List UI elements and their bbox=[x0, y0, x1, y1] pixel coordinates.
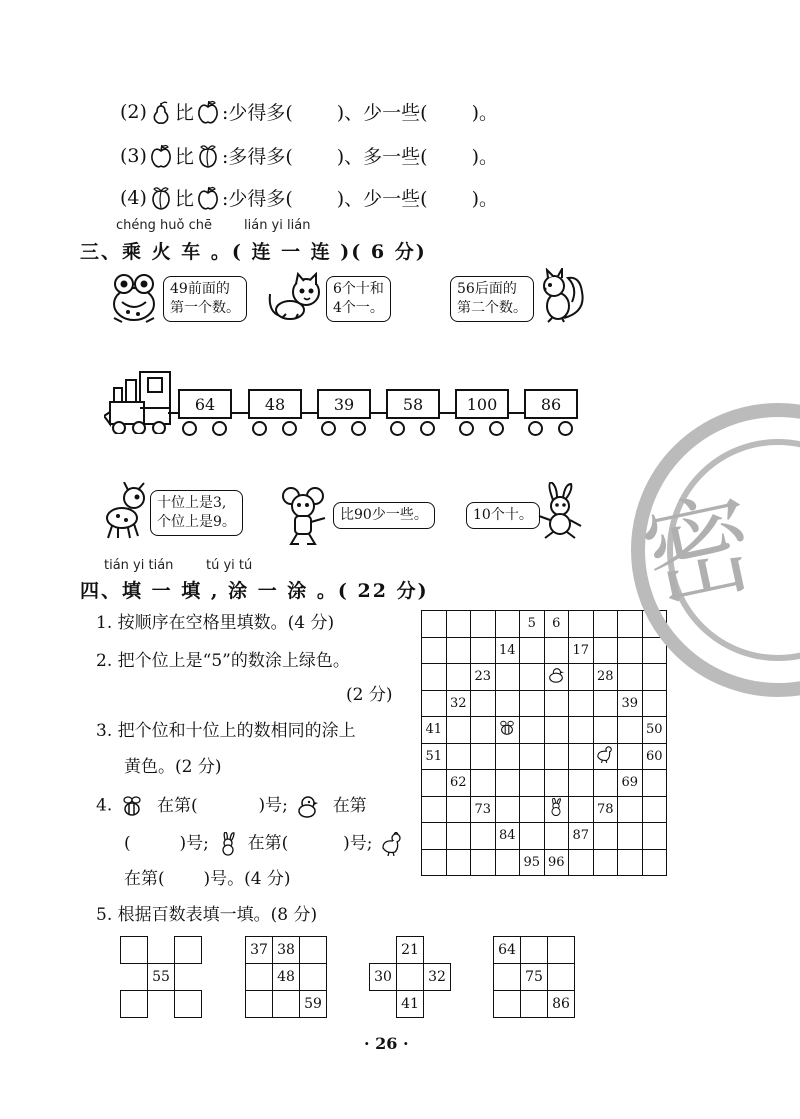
grid-cell bbox=[446, 823, 471, 850]
grid-cell: 39 bbox=[618, 690, 643, 717]
mouse-icon bbox=[277, 486, 333, 546]
small-grid bbox=[245, 936, 327, 1018]
small-grid-cell bbox=[148, 991, 175, 1018]
small-grid-cell: 48 bbox=[273, 964, 300, 991]
compare-bi: 比 bbox=[174, 188, 194, 210]
q4-line3 bbox=[124, 868, 291, 890]
compare-text3: )。 bbox=[471, 146, 499, 168]
car-wheel bbox=[390, 421, 405, 436]
car-wheel bbox=[351, 421, 366, 436]
grid-cell: 51 bbox=[422, 743, 447, 770]
grid-cell bbox=[446, 637, 471, 664]
car-wheel bbox=[282, 421, 297, 436]
compare-text2: )、多一些( bbox=[336, 146, 428, 168]
grid-cell bbox=[618, 849, 643, 876]
car-wheel bbox=[558, 421, 573, 436]
bubble-6-tens-4-ones: 6个十和 4个一。 bbox=[326, 276, 391, 322]
small-grid bbox=[369, 936, 451, 1018]
compare-line bbox=[120, 184, 498, 211]
small-grid-cell bbox=[300, 937, 327, 964]
train-car: 64 bbox=[178, 389, 232, 419]
compare-line bbox=[120, 98, 498, 125]
pinyin-tian-yi-tian: tián yi tián bbox=[104, 558, 174, 573]
grid-cell bbox=[544, 717, 569, 744]
pinyin-lian-yi-lian: lián yi lián bbox=[244, 218, 311, 233]
q3: 3. 把个位和十位上的数相同的涂上 bbox=[96, 721, 356, 741]
grid-cell bbox=[422, 637, 447, 664]
bubble-10-tens: 10个十。 bbox=[466, 502, 540, 529]
rabbit-icon bbox=[544, 796, 569, 823]
q4-line1 bbox=[96, 794, 367, 818]
small-grid-cell bbox=[121, 937, 148, 964]
bee-icon bbox=[495, 717, 520, 744]
grid-cell bbox=[618, 796, 643, 823]
apple-icon bbox=[197, 100, 219, 124]
bird-icon bbox=[544, 664, 569, 691]
small-grid-cell bbox=[424, 991, 451, 1018]
train-car: 86 bbox=[524, 389, 578, 419]
q2: 2. 把个位上是“5”的数涂上绿色。 bbox=[96, 651, 350, 671]
car-wheel bbox=[321, 421, 336, 436]
q4-text-e: ( bbox=[124, 833, 131, 854]
small-grid-cell bbox=[397, 964, 424, 991]
compare-text2: )、少一些( bbox=[336, 102, 428, 124]
grid-cell bbox=[520, 690, 545, 717]
small-grid-cell bbox=[148, 937, 175, 964]
rooster-icon bbox=[381, 832, 403, 856]
small-grid-cell bbox=[370, 937, 397, 964]
grid-cell: 73 bbox=[471, 796, 496, 823]
grid-cell bbox=[569, 690, 594, 717]
grid-cell bbox=[495, 770, 520, 797]
grid-cell bbox=[446, 849, 471, 876]
grid-cell bbox=[495, 690, 520, 717]
grid-cell: 32 bbox=[446, 690, 471, 717]
small-grid-cell bbox=[370, 991, 397, 1018]
apple-icon bbox=[197, 186, 219, 210]
q4-text-f: )号; bbox=[179, 833, 209, 854]
car-coupler bbox=[508, 412, 524, 414]
small-grid-cell: 55 bbox=[148, 964, 175, 991]
grid-cell bbox=[446, 664, 471, 691]
grid-cell bbox=[520, 664, 545, 691]
grid-cell bbox=[471, 637, 496, 664]
compare-text2: )、少一些( bbox=[336, 188, 428, 210]
grid-cell bbox=[471, 743, 496, 770]
small-grid-cell bbox=[273, 991, 300, 1018]
small-grid bbox=[493, 936, 575, 1018]
section3-title: 三、乘 火 车 。( 连 一 连 )( 6 分) bbox=[80, 241, 427, 263]
grid-cell bbox=[544, 690, 569, 717]
small-grid-cell: 21 bbox=[397, 937, 424, 964]
grid-cell bbox=[471, 849, 496, 876]
grid-cell bbox=[544, 637, 569, 664]
small-grid-cell bbox=[300, 964, 327, 991]
small-grid-cell bbox=[548, 964, 575, 991]
grid-cell: 62 bbox=[446, 770, 471, 797]
frog-icon bbox=[108, 270, 160, 324]
train-car: 100 bbox=[455, 389, 509, 419]
section4-title: 四、填 一 填 , 涂 一 涂 。( 22 分) bbox=[80, 580, 429, 602]
deer-icon bbox=[102, 482, 152, 540]
grid-cell bbox=[569, 743, 594, 770]
q5: 5. 根据百数表填一填。(8 分) bbox=[96, 905, 318, 925]
compare-num: (2) bbox=[120, 100, 147, 123]
q4-text-i: 在第( bbox=[124, 869, 165, 889]
compare-num: (4) bbox=[120, 186, 147, 209]
train-car: 48 bbox=[248, 389, 302, 419]
grid-cell bbox=[618, 823, 643, 850]
grid-cell bbox=[618, 743, 643, 770]
pear-icon bbox=[150, 100, 172, 124]
grid-cell: 23 bbox=[471, 664, 496, 691]
grid-cell bbox=[544, 743, 569, 770]
small-grid-cell bbox=[494, 991, 521, 1018]
grid-cell: 14 bbox=[495, 637, 520, 664]
train-car: 39 bbox=[317, 389, 371, 419]
page-number: · 26 · bbox=[364, 1034, 409, 1053]
grid-cell bbox=[422, 690, 447, 717]
compare-text1: :少得多( bbox=[221, 102, 293, 124]
small-grid-cell bbox=[521, 937, 548, 964]
q4-text-h: )号; bbox=[343, 833, 373, 854]
q4-text-j: )号。(4 分) bbox=[203, 869, 291, 889]
grid-cell: 87 bbox=[569, 823, 594, 850]
q1: 1. 按顺序在空格里填数。(4 分) bbox=[96, 613, 335, 633]
grid-cell bbox=[471, 611, 496, 638]
grid-cell bbox=[422, 664, 447, 691]
small-grid-cell bbox=[494, 964, 521, 991]
grid-cell: 5 bbox=[520, 611, 545, 638]
compare-line bbox=[120, 142, 498, 169]
grid-cell: 50 bbox=[642, 717, 667, 744]
grid-cell bbox=[642, 849, 667, 876]
rabbit-icon bbox=[535, 482, 585, 540]
locomotive bbox=[104, 368, 178, 434]
grid-cell: 28 bbox=[593, 664, 618, 691]
grid-cell bbox=[544, 823, 569, 850]
compare-bi: 比 bbox=[174, 146, 194, 168]
small-grid-cell bbox=[175, 937, 202, 964]
grid-cell bbox=[642, 770, 667, 797]
grid-cell: 78 bbox=[593, 796, 618, 823]
small-grid-cell bbox=[175, 964, 202, 991]
car-wheel bbox=[212, 421, 227, 436]
grid-cell bbox=[520, 823, 545, 850]
car-wheel bbox=[252, 421, 267, 436]
grid-cell bbox=[446, 743, 471, 770]
grid-cell bbox=[471, 770, 496, 797]
q4-line2 bbox=[124, 832, 406, 856]
grid-cell bbox=[642, 796, 667, 823]
q4-text-c: )号; bbox=[258, 795, 288, 816]
small-grid-cell: 30 bbox=[370, 964, 397, 991]
grid-cell bbox=[495, 796, 520, 823]
bubble-less-than-90: 比90少一些。 bbox=[333, 502, 435, 529]
small-grid-cell: 75 bbox=[521, 964, 548, 991]
car-wheel bbox=[459, 421, 474, 436]
q4-num: 4. bbox=[96, 795, 113, 816]
compare-text3: )。 bbox=[471, 188, 499, 210]
grid-cell bbox=[495, 849, 520, 876]
grid-cell: 60 bbox=[642, 743, 667, 770]
compare-text3: )。 bbox=[471, 102, 499, 124]
small-grid-cell bbox=[121, 991, 148, 1018]
car-coupler bbox=[370, 412, 386, 414]
grid-cell: 84 bbox=[495, 823, 520, 850]
grid-cell bbox=[422, 611, 447, 638]
small-grid bbox=[120, 936, 202, 1018]
small-grid-cell bbox=[175, 991, 202, 1018]
grid-cell bbox=[520, 717, 545, 744]
grid-cell bbox=[520, 770, 545, 797]
car-coupler bbox=[168, 412, 180, 414]
grid-cell: 6 bbox=[544, 611, 569, 638]
compare-text1: :多得多( bbox=[221, 146, 293, 168]
grid-cell bbox=[422, 849, 447, 876]
grid-cell bbox=[569, 717, 594, 744]
grid-cell bbox=[593, 849, 618, 876]
small-grid-cell: 86 bbox=[548, 991, 575, 1018]
grid-cell: 95 bbox=[520, 849, 545, 876]
cat-icon bbox=[266, 272, 324, 322]
q3-score: 黄色。(2 分) bbox=[124, 757, 222, 777]
grid-cell bbox=[642, 823, 667, 850]
grid-cell bbox=[495, 743, 520, 770]
small-grid-cell bbox=[246, 964, 273, 991]
compare-num: (3) bbox=[120, 144, 147, 167]
grid-cell bbox=[446, 611, 471, 638]
rooster-icon bbox=[593, 743, 618, 770]
bubble-tens-3-ones-9: 十位上是3, 个位上是9。 bbox=[150, 490, 243, 536]
grid-cell bbox=[569, 770, 594, 797]
car-coupler bbox=[232, 412, 248, 414]
pinyin-cheng-huo-che: chéng huǒ chē bbox=[116, 218, 212, 233]
grid-cell: 17 bbox=[569, 637, 594, 664]
grid-cell bbox=[495, 611, 520, 638]
small-grid-cell: 41 bbox=[397, 991, 424, 1018]
q4-text-g: 在第( bbox=[247, 833, 289, 854]
grid-cell bbox=[446, 717, 471, 744]
grid-cell bbox=[593, 770, 618, 797]
bubble-49-before: 49前面的 第一个数。 bbox=[163, 276, 247, 322]
squirrel-icon bbox=[534, 268, 586, 324]
grid-cell bbox=[471, 690, 496, 717]
peach-icon bbox=[197, 144, 219, 168]
compare-bi: 比 bbox=[174, 102, 194, 124]
small-grid-cell: 37 bbox=[246, 937, 273, 964]
small-grid-cell bbox=[424, 937, 451, 964]
small-grid-cell bbox=[548, 937, 575, 964]
peach-icon bbox=[150, 186, 172, 210]
grid-cell bbox=[471, 823, 496, 850]
grid-cell: 41 bbox=[422, 717, 447, 744]
grid-cell bbox=[446, 796, 471, 823]
small-grid-cell bbox=[521, 991, 548, 1018]
grid-cell bbox=[422, 823, 447, 850]
train-car: 58 bbox=[386, 389, 440, 419]
car-wheel bbox=[489, 421, 504, 436]
confidential-stamp bbox=[608, 400, 800, 700]
car-coupler bbox=[301, 412, 317, 414]
grid-cell bbox=[422, 796, 447, 823]
grid-cell bbox=[471, 717, 496, 744]
q2-score: (2 分) bbox=[346, 685, 393, 705]
grid-cell bbox=[569, 611, 594, 638]
stamp-char: 密 bbox=[631, 476, 767, 626]
bee-icon bbox=[121, 794, 143, 818]
grid-cell bbox=[520, 637, 545, 664]
small-grid-cell: 59 bbox=[300, 991, 327, 1018]
apple-icon bbox=[150, 144, 172, 168]
small-grid-cell bbox=[121, 964, 148, 991]
car-wheel bbox=[420, 421, 435, 436]
grid-cell bbox=[520, 743, 545, 770]
bubble-56-after: 56后面的 第二个数。 bbox=[450, 276, 534, 322]
compare-text1: :少得多( bbox=[221, 188, 293, 210]
car-wheel bbox=[182, 421, 197, 436]
pinyin-tu-yi-tu: tú yi tú bbox=[206, 558, 253, 573]
chick-icon bbox=[296, 794, 318, 818]
grid-cell bbox=[569, 849, 594, 876]
grid-cell bbox=[569, 796, 594, 823]
car-coupler bbox=[439, 412, 455, 414]
grid-cell bbox=[593, 717, 618, 744]
small-grid-cell bbox=[246, 991, 273, 1018]
small-grid-cell: 38 bbox=[273, 937, 300, 964]
grid-cell bbox=[422, 770, 447, 797]
grid-cell bbox=[495, 664, 520, 691]
small-grid-cell: 32 bbox=[424, 964, 451, 991]
grid-cell bbox=[544, 770, 569, 797]
grid-cell bbox=[520, 796, 545, 823]
car-wheel bbox=[528, 421, 543, 436]
small-grid-cell: 64 bbox=[494, 937, 521, 964]
rabbit-small-icon bbox=[217, 832, 239, 856]
grid-cell bbox=[593, 823, 618, 850]
grid-cell bbox=[569, 664, 594, 691]
grid-cell: 96 bbox=[544, 849, 569, 876]
grid-cell bbox=[618, 717, 643, 744]
q4-text-d: 在第 bbox=[332, 795, 367, 816]
q4-text-b: 在第( bbox=[157, 795, 198, 816]
grid-cell: 69 bbox=[618, 770, 643, 797]
